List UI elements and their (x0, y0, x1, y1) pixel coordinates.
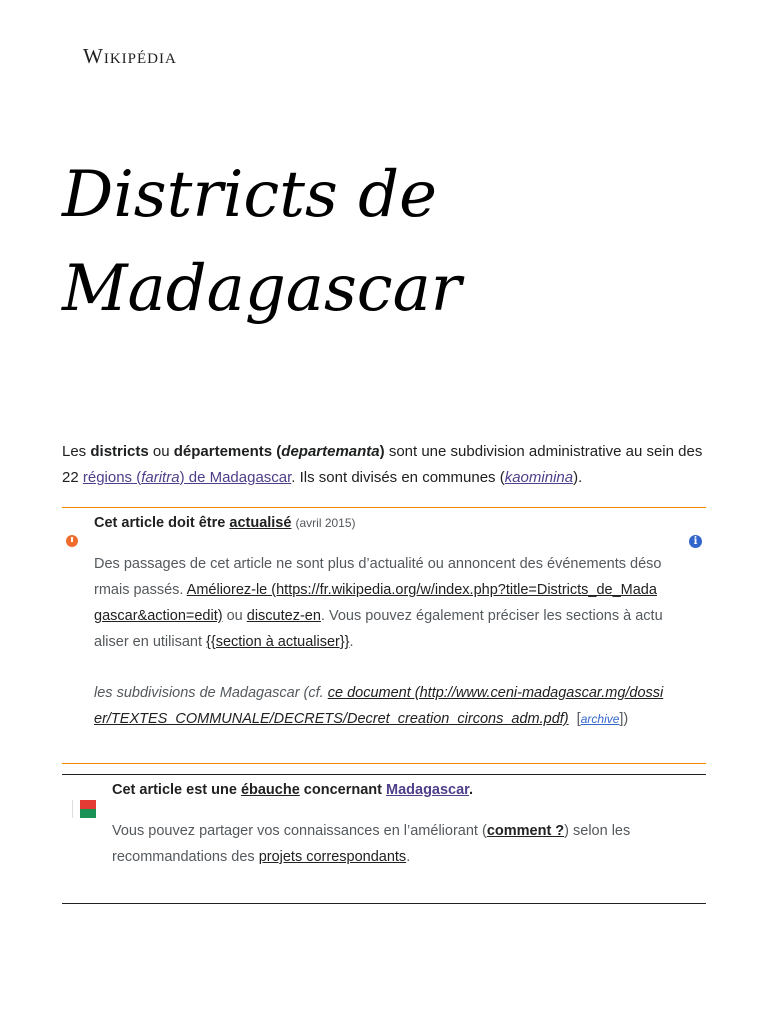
kaominina-link[interactable]: kaominina (504, 469, 574, 486)
intro-bold-departements: départements (departemanta) (173, 443, 385, 460)
intro-paragraph (62, 439, 712, 491)
update-notice-source: les subdivisions de Madagascar (cf. ce document (http://www.ceni-madagascar.mg/dossier/TEXTES_COMMUNALE/DECRETS/Decret_creation_circons_adm.pdf) [archive]) (94, 685, 664, 727)
ebauche-link[interactable]: ébauche (240, 782, 300, 798)
discuss-link[interactable]: discutez-en (246, 608, 321, 624)
improve-link[interactable]: Améliorez-le (https://fr.wikipedia.org/w/index.php?title=Districts_de_Madagascar&action=edit) (94, 582, 657, 624)
stub-text: Vous pouvez partager vos connaissances en l’améliorant (comment ?) selon les recommandations des projets correspondants. (112, 823, 631, 865)
intro-text: ou (148, 443, 174, 460)
update-notice-box (62, 507, 706, 764)
intro-text: sont une subdivision administrative au sein des 22 (62, 443, 703, 486)
info-icon[interactable]: i (689, 535, 702, 548)
intro-text: . Ils sont divisés en communes ( (291, 469, 505, 486)
update-date: (avril 2015) (295, 516, 356, 530)
madagascar-flag-icon (72, 800, 96, 818)
regions-link[interactable]: régions (faritra) de Madagascar (82, 469, 292, 486)
update-notice-text: Des passages de cet article ne sont plus d’actualité ou annoncent des événements désormais passés. Améliorez-le (https://fr.wikipedia.org/w/index.php?title=Districts_de_Madagascar&action=edit) ou discutez-en. Vous pouvez également préciser les sections à actualiser en utilisant {{section à actualiser}}. (94, 556, 663, 650)
stub-notice-box (62, 774, 706, 904)
stub-heading: Cet article est une ébauche concernant Madagascar. (112, 782, 474, 798)
intro-bold-italic: departemanta (281, 443, 380, 460)
comment-link[interactable]: comment ? (486, 823, 565, 839)
clock-icon (66, 535, 78, 547)
intro-bold-districts: districts (90, 443, 149, 460)
page-title: Districts de Madagascar (62, 158, 462, 326)
update-notice-heading: Cet article doit être actualisé (avril 2015) (94, 515, 356, 531)
madagascar-link[interactable]: Madagascar (386, 782, 470, 798)
update-notice-content (94, 510, 664, 732)
wikipedia-logo[interactable]: Wikipédia (83, 44, 177, 68)
archive-link[interactable]: archive (580, 712, 620, 726)
template-link[interactable]: {{section à actualiser}} (206, 634, 350, 650)
actualise-link[interactable]: actualisé (229, 515, 292, 531)
intro-text: ). (573, 469, 583, 486)
intro-text: Les (62, 443, 91, 460)
ceni-document-link[interactable]: ce document (http://www.ceni-madagascar.mg/dossier/TEXTES_COMMUNALE/DECRETS/Decret_creation_circons_adm.pdf) (94, 685, 664, 727)
projects-link[interactable]: projets correspondants (258, 849, 407, 865)
stub-notice-content (112, 777, 692, 870)
